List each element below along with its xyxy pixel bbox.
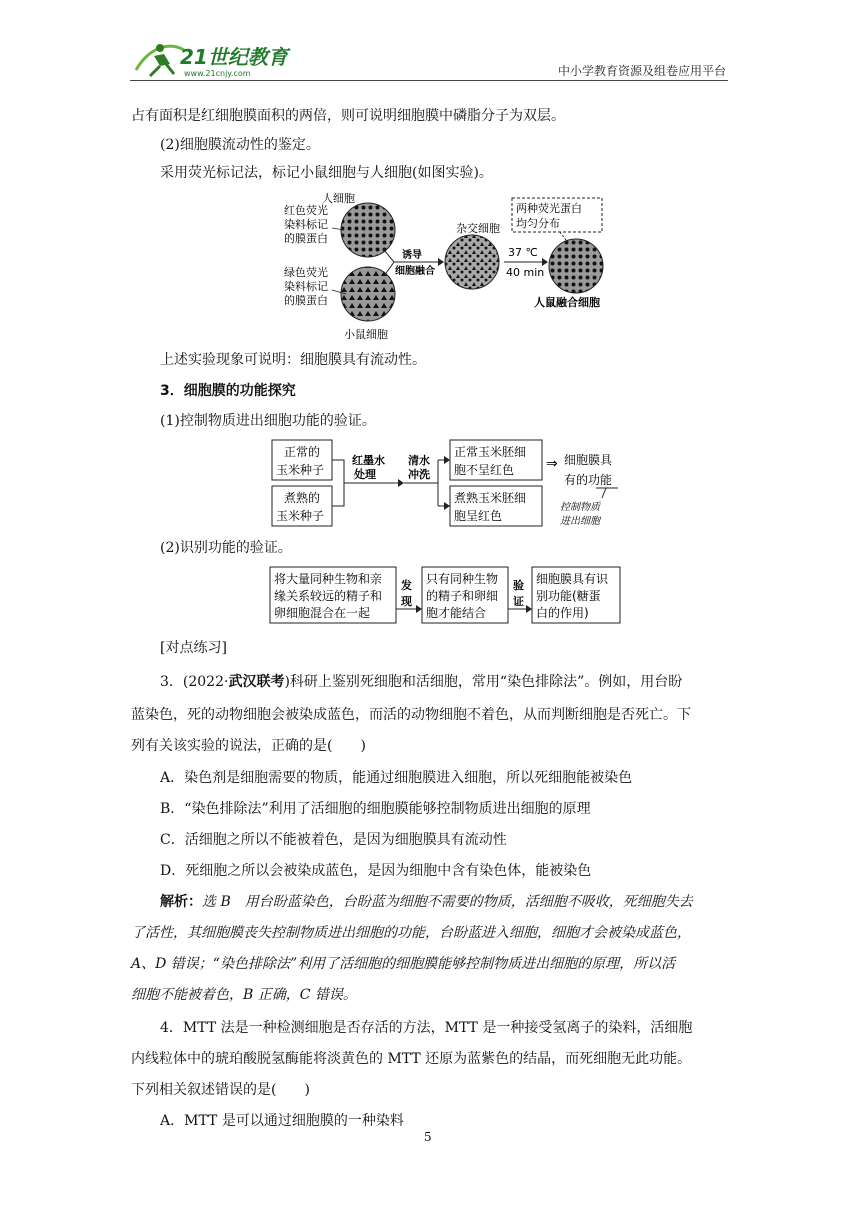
- section-title: 3．细胞膜的功能探究: [160, 383, 296, 399]
- page-number: 5: [424, 1130, 432, 1144]
- box-text: 正常的: [284, 445, 321, 459]
- section-subtitle: (1)控制物质进出细胞功能的验证。: [160, 413, 376, 429]
- option-c: C．活细胞之所以不能被着色，是因为细胞膜具有流动性: [160, 832, 507, 848]
- implies-icon: ⇒: [546, 456, 558, 472]
- text-line: 占有面积是红细胞膜面积的两倍，则可说明细胞膜中磷脂分子为双层。: [131, 108, 565, 124]
- box-text: 卵细胞混合在一起: [274, 606, 371, 620]
- label-green: 的膜蛋白: [284, 294, 328, 307]
- induce-label: 诱导: [402, 250, 422, 261]
- box-text: 正常玉米胚细: [454, 445, 527, 459]
- option-a: A．MTT 是可以通过细胞膜的一种染料: [160, 1113, 404, 1129]
- label-red: 红色荧光: [284, 204, 328, 217]
- cell-fusion-diagram: [276, 190, 616, 344]
- answer-explanation: A、D 错误；“染色排除法”利用了活细胞的细胞膜能够控制物质进出细胞的原理，所以活: [131, 956, 676, 972]
- step-label: 发: [401, 579, 412, 592]
- box-text: 玉米种子: [276, 463, 325, 477]
- question-4-stem: 4．MTT 法是一种检测细胞是否存活的方法，MTT 是一种接受氢离子的染料，活细胞: [160, 1020, 693, 1036]
- box-text: 缘关系较远的精子和: [274, 589, 383, 603]
- hybrid-label: 杂交细胞: [456, 222, 500, 235]
- step-label: 验: [513, 579, 524, 592]
- box-text: 细胞膜具有识: [536, 572, 609, 586]
- box-text: 只有同种生物: [426, 572, 499, 586]
- box-text: 煮熟玉米胚细: [454, 491, 527, 505]
- human-cell: [341, 203, 395, 257]
- site-logo: [130, 36, 310, 80]
- text-line: 采用荧光标记法，标记小鼠细胞与人细胞(如图实验)。: [160, 165, 493, 181]
- logo-text: 21世纪教育: [180, 45, 288, 69]
- question-3-stem: 列有关该实验的说法，正确的是( ): [131, 738, 366, 754]
- practice-heading: [对点练习]: [160, 640, 227, 656]
- text-line: 上述实验现象可说明：细胞膜具有流动性。: [160, 352, 426, 368]
- step-label: 现: [401, 595, 412, 608]
- conclusion-text: 有的功能: [564, 473, 613, 487]
- platform-name: 中小学教育资源及组卷应用平台: [557, 64, 726, 78]
- section-subtitle: (2)识别功能的验证。: [160, 540, 292, 556]
- time-label: 40 min: [506, 266, 545, 279]
- option-a: A．染色剂是细胞需要的物质，能通过细胞膜进入细胞，所以死细胞能被染色: [160, 770, 633, 786]
- section-title: (2)细胞膜流动性的鉴定。: [160, 137, 320, 153]
- mouse-cell-label: 小鼠细胞: [344, 328, 388, 341]
- corn-seed-diagram: [268, 436, 638, 532]
- induce-label: 细胞融合: [395, 266, 435, 277]
- label-red: 的膜蛋白: [284, 232, 328, 245]
- human-cell-label: 人细胞: [322, 192, 355, 205]
- box-text: 玉米种子: [276, 509, 325, 523]
- hybrid-cell: [445, 235, 499, 289]
- box-text: 白的作用): [536, 606, 589, 620]
- logo-url: www.21cnjy.com: [184, 69, 251, 78]
- question-4-stem: 下列相关叙述错误的是( ): [131, 1082, 310, 1098]
- step-label: 冲洗: [408, 468, 430, 481]
- note-text: 两种荧光蛋白: [516, 202, 582, 215]
- question-3-stem: 蓝染色，死的动物细胞会被染成蓝色，而活的动物细胞不着色，从而判断细胞是否死亡。下: [131, 707, 691, 723]
- answer-explanation: 了活性，其细胞膜丧失控制物质进出细胞的功能，台盼蓝进入细胞，细胞才会被染成蓝色，: [131, 925, 691, 941]
- fused-cell: [549, 239, 603, 293]
- answer-explanation: 解析：选 B 用台盼蓝染色，台盼蓝为细胞不需要的物质，活细胞不吸收，死细胞失去: [160, 894, 693, 910]
- label-green: 染料标记: [284, 280, 328, 293]
- box-text: 胞不呈红色: [454, 463, 515, 477]
- recognition-diagram: [268, 565, 624, 627]
- box-text: 胞呈红色: [454, 509, 503, 523]
- option-b: B．“染色排除法”利用了活细胞的细胞膜能够控制物质进出细胞的原理: [160, 801, 591, 817]
- fused-label: 人鼠融合细胞: [534, 296, 600, 309]
- step-label: 处理: [354, 468, 376, 481]
- temp-label: 37 ℃: [508, 246, 538, 259]
- box-text: 胞才能结合: [426, 606, 487, 620]
- label-green: 绿色荧光: [284, 266, 328, 279]
- step-label: 红墨水: [352, 454, 385, 467]
- option-d: D．死细胞之所以会被染成蓝色，是因为细胞中含有染色体，能被染色: [160, 863, 592, 879]
- header-divider: [130, 80, 728, 81]
- conclusion-text: 细胞膜具: [564, 453, 613, 467]
- label-red: 染料标记: [284, 218, 328, 231]
- box-text: 的精子和卵细: [426, 589, 499, 603]
- mouse-cell: [341, 267, 395, 321]
- page-header: [130, 36, 728, 84]
- box-text: 别功能(糖蛋: [536, 589, 601, 603]
- answer-explanation: 细胞不能被着色，B 正确，C 错误。: [131, 987, 357, 1003]
- handwritten-note: 进出细胞: [560, 516, 600, 527]
- handwritten-note: 控制物质: [560, 502, 600, 513]
- note-text: 均匀分布: [516, 217, 560, 230]
- box-text: 将大量同种生物和亲: [274, 572, 383, 586]
- step-label: 清水: [408, 454, 430, 467]
- box-text: 煮熟的: [284, 491, 321, 505]
- question-4-stem: 内线粒体中的琥珀酸脱氢酶能将淡黄色的 MTT 还原为蓝紫色的结晶，而死细胞无此功能。: [131, 1051, 692, 1067]
- step-label: 证: [513, 595, 524, 608]
- question-3-stem: 3．(2022·武汉联考)科研上鉴别死细胞和活细胞，常用“染色排除法”。例如，用台盼: [160, 674, 683, 690]
